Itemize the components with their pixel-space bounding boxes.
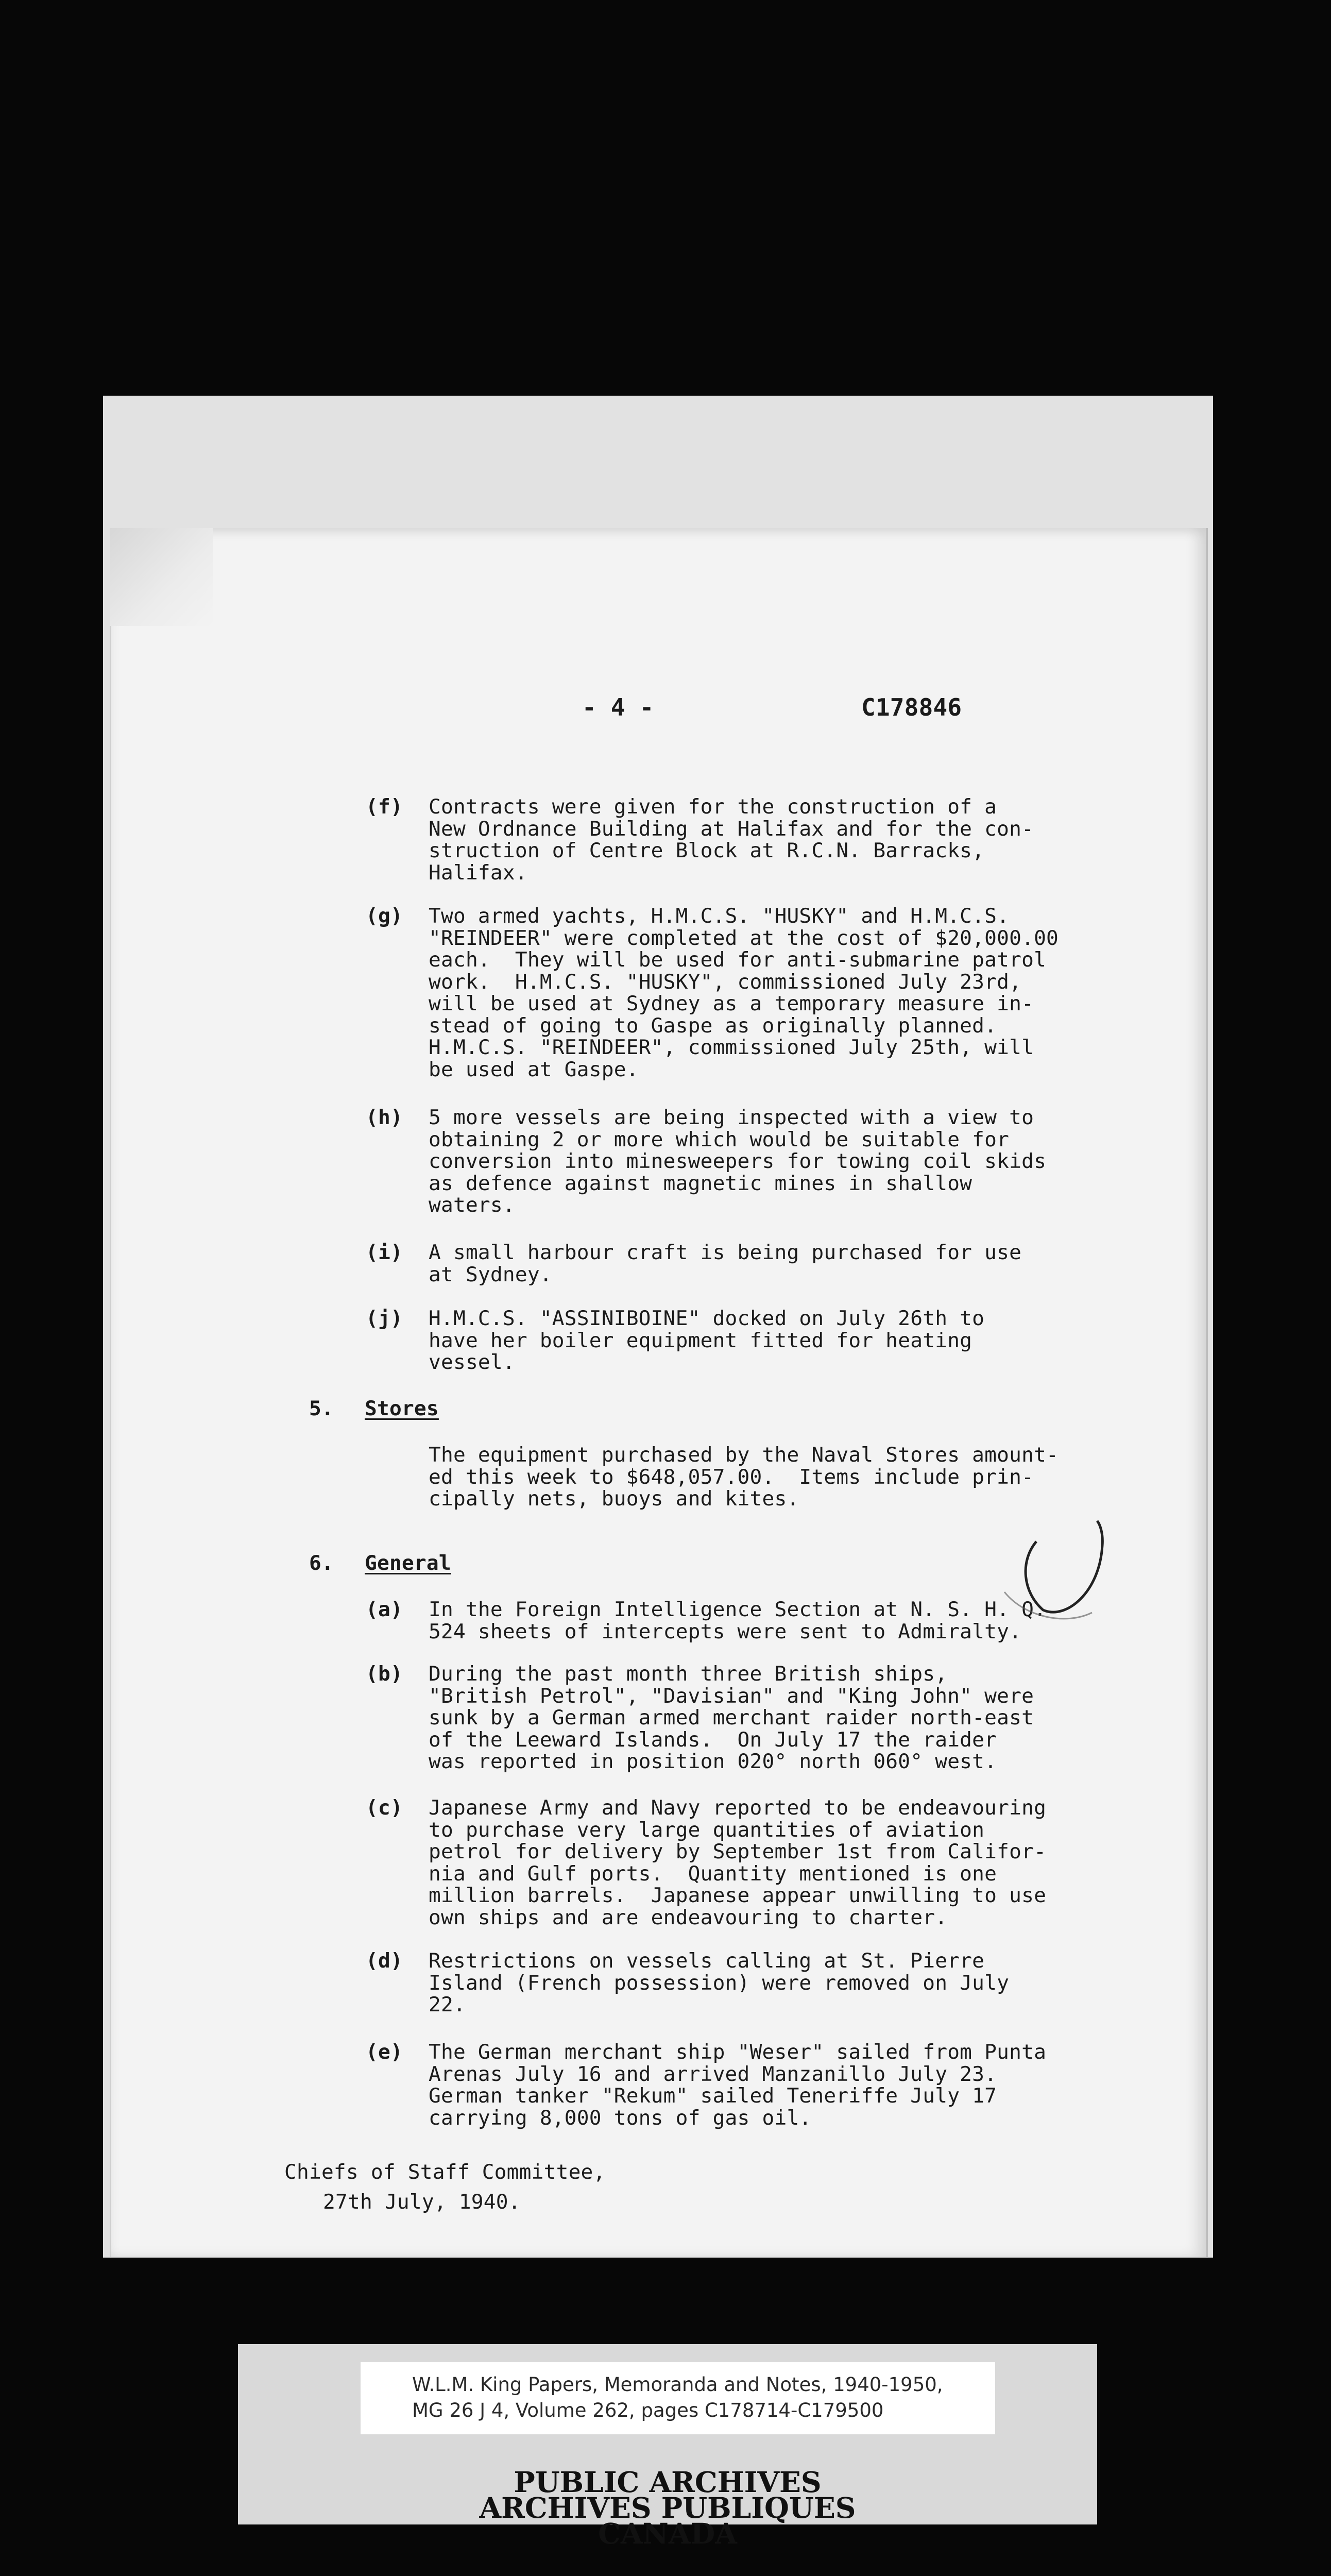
item-text: Two armed yachts, H.M.C.S. "HUSKY" and H.M.C.S. "REINDEER" were completed at the cost of $20,000.00 each. They will be used for anti-submarine patrol work. H.M.C.S. "HUSKY", commissioned July 23rd, will be used at Sydney as a temporary measure in- stead of going to Gaspe as originally planned. H.M.C.S. "REINDEER", commissioned July 25th, will be used at Gaspe. bbox=[429, 904, 1059, 1081]
section-heading: General bbox=[365, 1551, 451, 1575]
item-text: During the past month three British ships, "British Petrol", "Davisian" and "King John" were sunk by a German armed merchant raider north-east of the Leeward Islands. On July 17 the raider was reported in position 020° north 060° west. bbox=[429, 1662, 1034, 1773]
section-number: 6. bbox=[309, 1551, 334, 1575]
stamp-line-1: PUBLIC ARCHIVES bbox=[514, 2465, 822, 2499]
handwritten-mark bbox=[994, 1515, 1118, 1649]
item-text: In the Foreign Intelligence Section at N. S. H. Q. 524 sheets of intercepts were sent to Admiralty. bbox=[429, 1598, 1047, 1643]
archive-label-line-2: MG 26 J 4, Volume 262, pages C178714-C179500 bbox=[412, 2399, 884, 2421]
item-label: (i) bbox=[366, 1241, 403, 1264]
item-text: H.M.C.S. "ASSINIBOINE" docked on July 26th to have her boiler equipment fitted for heating vessel. bbox=[429, 1307, 985, 1374]
section-heading: Stores bbox=[365, 1397, 439, 1420]
archive-label-line-1: W.L.M. King Papers, Memoranda and Notes, 1940-1950, bbox=[412, 2374, 943, 2396]
section-text: The equipment purchased by the Naval Stores amount- ed this week to $648,057.00. Items include prin- cipally nets, buoys and kites. bbox=[429, 1443, 1059, 1511]
section-number: 5. bbox=[309, 1397, 334, 1420]
page-number: - 4 - bbox=[582, 693, 654, 721]
document-reference: C178846 bbox=[861, 693, 962, 721]
item-label: (g) bbox=[366, 904, 403, 928]
item-text: A small harbour craft is being purchased for use at Sydney. bbox=[429, 1241, 1022, 1286]
item-label: (a) bbox=[366, 1598, 403, 1621]
item-label: (c) bbox=[366, 1796, 403, 1820]
item-label: (f) bbox=[366, 795, 403, 819]
torn-corner bbox=[110, 528, 213, 626]
stamp-line-2: ARCHIVES PUBLIQUES bbox=[479, 2491, 856, 2524]
item-text: Contracts were given for the construction of a New Ordnance Building at Halifax and for the con- struction of Centre Block at R.C.N. Barracks, Halifax. bbox=[429, 795, 1034, 885]
item-text: The German merchant ship "Weser" sailed from Punta Arenas July 16 and arrived Manzanillo July 23. German tanker "Rekum" sailed Teneriffe July 17 carrying 8,000 tons of gas oil. bbox=[429, 2040, 1047, 2130]
item-text: Restrictions on vessels calling at St. Pierre Island (French possession) were removed on July 22. bbox=[429, 1949, 1010, 2016]
item-label: (d) bbox=[366, 1949, 403, 1973]
stamp-line-3: CANADA bbox=[598, 2517, 737, 2550]
archive-label bbox=[361, 2362, 995, 2434]
item-label: (h) bbox=[366, 1106, 403, 1129]
signoff-date: 27th July, 1940. bbox=[323, 2190, 521, 2214]
item-text: Japanese Army and Navy reported to be endeavouring to purchase very large quantities of aviation petrol for delivery by September 1st from Califor- nia and Gulf ports. Quantity mentioned is one million barrels. Japanese appear unwilling to use own ships and are endeavouring to charter. bbox=[429, 1796, 1047, 1929]
signoff-committee: Chiefs of Staff Committee, bbox=[284, 2160, 606, 2184]
item-label: (e) bbox=[366, 2040, 403, 2064]
item-label: (b) bbox=[366, 1662, 403, 1686]
item-label: (j) bbox=[366, 1307, 403, 1330]
item-text: 5 more vessels are being inspected with a view to obtaining 2 or more which would be suitable for conversion into minesweepers for towing coil skids as defence against magnetic mines in shallow waters. bbox=[429, 1106, 1047, 1217]
